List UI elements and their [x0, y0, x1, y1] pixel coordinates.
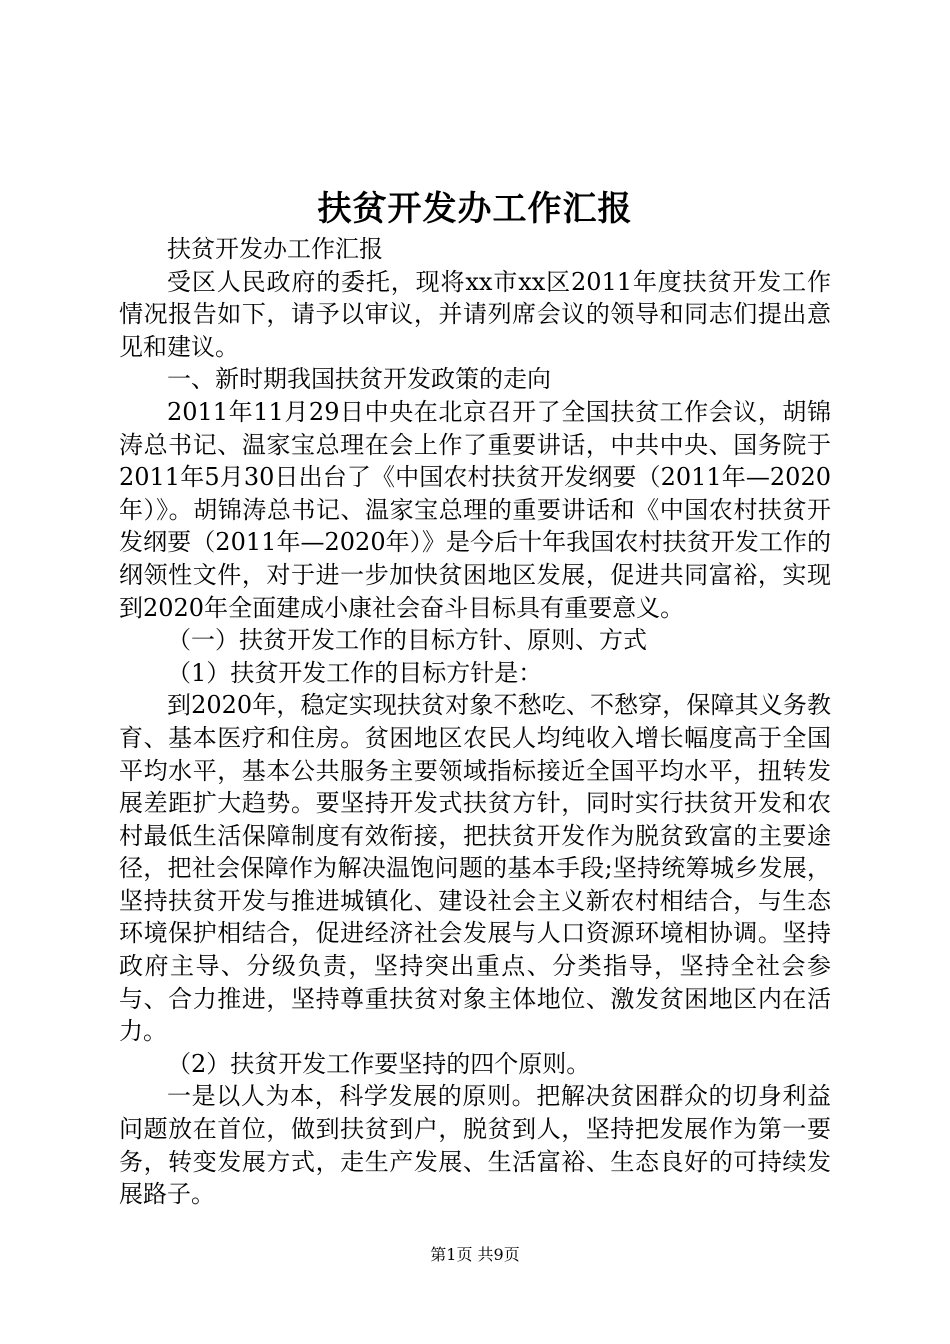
- item-heading-1: （1）扶贫开发工作的目标方针是：: [167, 658, 543, 687]
- subsection-heading-1: （一）扶贫开发工作的目标方针、原则、方式: [167, 626, 647, 655]
- paragraph-intro: 受区人民政府的委托，现将xx市xx区2011年度扶贫开发工作情况报告如下，请予以审议，并请列席会议的领导和同志们提出意见和建议。: [119, 267, 831, 361]
- paragraph-heading-repeat: 扶贫开发办工作汇报: [167, 235, 383, 263]
- document-title: 扶贫开发办工作汇报: [317, 189, 633, 229]
- paragraph-goals: 到2020年，稳定实现扶贫对象不愁吃、不愁穿，保障其义务教育、基本医疗和住房。贫困地区农民人均纯收入增长幅度高于全国平均水平，基本公共服务主要领域指标接近全国平均水平，扭转发展差距扩大趋势。要坚持开发式扶贫方针，同时实行扶贫开发和农村最低生活保障制度有效衔接，把扶贫开发作为脱贫致富的主要途径，把社会保障作为解决温饱问题的基本手段;坚持统筹城乡发展，坚持扶贫开发与推进城镇化、建设社会主义新农村相结合，与生态环境保护相结合，促进经济社会发展与人口资源环境相协调。坚持政府主导、分级负责，坚持突出重点、分类指导，坚持全社会参与、合力推进，坚持尊重扶贫对象主体地位、激发贫困地区内在活力。: [119, 691, 831, 1046]
- section-heading-1: 一、新时期我国扶贫开发政策的走向: [167, 365, 551, 394]
- item-heading-2: （2）扶贫开发工作要坚持的四个原则。: [167, 1049, 591, 1078]
- paragraph-conference: 2011年11月29日中央在北京召开了全国扶贫工作会议，胡锦涛总书记、温家宝总理在会上作了重要讲话，中共中央、国务院于2011年5月30日出台了《中国农村扶贫开发纲要（2011年—2020年）》。胡锦涛总书记、温家宝总理的重要讲话和《中国农村扶贫开发纲要（2011年—2020年）》是今后十年我国农村扶贫开发工作的纲领性文件，对于进一步加快贫困地区发展，促进共同富裕，实现到2020年全面建成小康社会奋斗目标具有重要意义。: [119, 397, 831, 622]
- page-number-footer: 第1页 共9页: [430, 1245, 520, 1264]
- paragraph-principle-1: 一是以人为本，科学发展的原则。把解决贫困群众的切身利益问题放在首位，做到扶贫到户，脱贫到人，坚持把发展作为第一要务，转变发展方式，走生产发展、生活富裕、生态良好的可持续发展路子。: [119, 1082, 831, 1209]
- document-body: [119, 233, 831, 1211]
